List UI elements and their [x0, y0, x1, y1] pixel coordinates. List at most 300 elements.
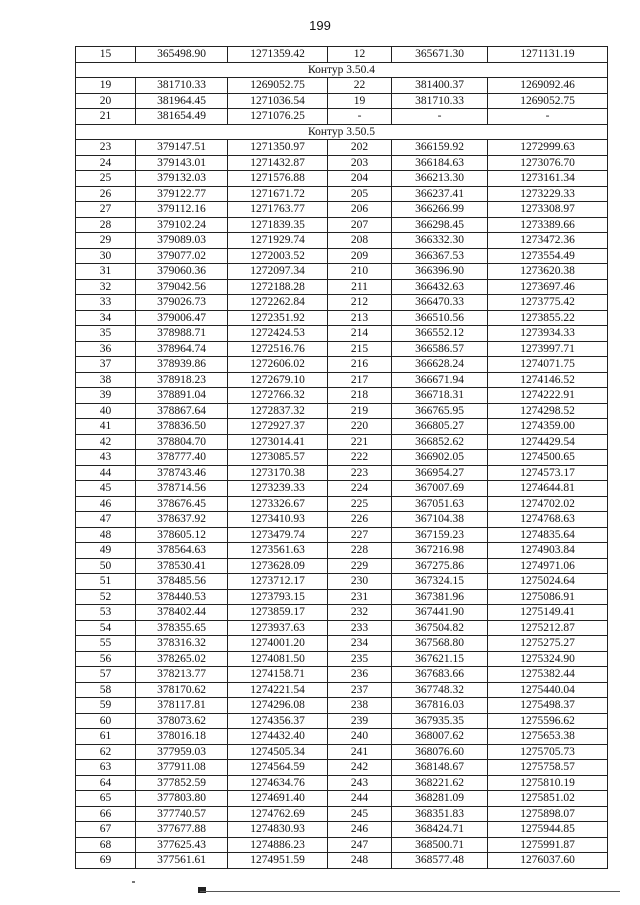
cell-point-number: 15	[76, 47, 136, 63]
cell-y-coordinate: 1271076.25	[228, 109, 328, 125]
cell-point-number: 217	[328, 372, 392, 388]
cell-point-number: 216	[328, 357, 392, 373]
footer-mark	[198, 887, 206, 893]
cell-y-coordinate: 1272188.28	[228, 279, 328, 295]
cell-y-coordinate: 1273937.63	[228, 620, 328, 636]
cell-x-coordinate: 368577.48	[392, 853, 488, 869]
coordinates-table-body	[76, 47, 608, 869]
cell-point-number: 27	[76, 202, 136, 218]
cell-point-number: 220	[328, 419, 392, 435]
cell-point-number: 66	[76, 806, 136, 822]
cell-point-number: 240	[328, 729, 392, 745]
cell-x-coordinate: 368281.09	[392, 791, 488, 807]
cell-x-coordinate: 368148.67	[392, 760, 488, 776]
cell-point-number: 207	[328, 217, 392, 233]
cell-x-coordinate: 366765.95	[392, 403, 488, 419]
table-row	[76, 682, 608, 698]
cell-x-coordinate: 377677.88	[136, 822, 228, 838]
cell-y-coordinate: 1273859.17	[228, 605, 328, 621]
table-row	[76, 760, 608, 776]
table-row	[76, 248, 608, 264]
cell-x-coordinate: 379042.56	[136, 279, 228, 295]
cell-y-coordinate: 1273554.49	[488, 248, 608, 264]
cell-x-coordinate: 379077.02	[136, 248, 228, 264]
table-row	[76, 78, 608, 94]
cell-point-number: 19	[328, 93, 392, 109]
cell-point-number: 64	[76, 775, 136, 791]
cell-y-coordinate: 1269092.46	[488, 78, 608, 94]
cell-point-number: 31	[76, 264, 136, 280]
cell-point-number: 208	[328, 233, 392, 249]
cell-x-coordinate: 367324.15	[392, 574, 488, 590]
cell-x-coordinate: 368076.60	[392, 744, 488, 760]
table-row	[76, 620, 608, 636]
cell-point-number: 48	[76, 527, 136, 543]
cell-x-coordinate: 379122.77	[136, 186, 228, 202]
cell-x-coordinate: 378316.32	[136, 636, 228, 652]
table-row	[76, 512, 608, 528]
table-row	[76, 543, 608, 559]
cell-point-number: 53	[76, 605, 136, 621]
cell-x-coordinate: 377852.59	[136, 775, 228, 791]
cell-point-number: 212	[328, 295, 392, 311]
cell-y-coordinate: 1274359.00	[488, 419, 608, 435]
cell-y-coordinate: 1274830.93	[228, 822, 328, 838]
table-row	[76, 140, 608, 156]
table-row	[76, 496, 608, 512]
cell-y-coordinate: 1269052.75	[488, 93, 608, 109]
cell-y-coordinate: 1274146.52	[488, 372, 608, 388]
cell-point-number: 215	[328, 341, 392, 357]
table-row	[76, 186, 608, 202]
cell-x-coordinate: 378440.53	[136, 589, 228, 605]
cell-x-coordinate: 378891.04	[136, 388, 228, 404]
section-label: Контур 3.50.5	[76, 124, 608, 140]
cell-y-coordinate: 1273229.33	[488, 186, 608, 202]
cell-point-number: 245	[328, 806, 392, 822]
cell-x-coordinate: 378213.77	[136, 667, 228, 683]
cell-y-coordinate: 1274564.59	[228, 760, 328, 776]
cell-x-coordinate: 367216.98	[392, 543, 488, 559]
cell-y-coordinate: 1272679.10	[228, 372, 328, 388]
cell-x-coordinate: 377740.57	[136, 806, 228, 822]
cell-point-number: 47	[76, 512, 136, 528]
table-row	[76, 775, 608, 791]
cell-y-coordinate: 1274001.20	[228, 636, 328, 652]
cell-x-coordinate: 381710.33	[136, 78, 228, 94]
cell-y-coordinate: 1275149.41	[488, 605, 608, 621]
cell-x-coordinate: 377561.61	[136, 853, 228, 869]
table-row	[76, 465, 608, 481]
cell-point-number: 239	[328, 713, 392, 729]
cell-point-number: 68	[76, 837, 136, 853]
cell-point-number: 206	[328, 202, 392, 218]
cell-x-coordinate: 378117.81	[136, 698, 228, 714]
cell-point-number: 242	[328, 760, 392, 776]
cell-x-coordinate: 366805.27	[392, 419, 488, 435]
cell-x-coordinate: 366367.53	[392, 248, 488, 264]
table-row	[76, 155, 608, 171]
cell-x-coordinate: 366298.45	[392, 217, 488, 233]
cell-point-number: 57	[76, 667, 136, 683]
cell-point-number: 63	[76, 760, 136, 776]
cell-x-coordinate: 367748.32	[392, 682, 488, 698]
cell-point-number: 224	[328, 481, 392, 497]
cell-point-number: 222	[328, 450, 392, 466]
table-row	[76, 372, 608, 388]
cell-y-coordinate: 1272262.84	[228, 295, 328, 311]
cell-y-coordinate: 1275810.19	[488, 775, 608, 791]
cell-y-coordinate: 1274903.84	[488, 543, 608, 559]
section-header-row	[76, 124, 608, 140]
cell-point-number: 54	[76, 620, 136, 636]
cell-x-coordinate: 365671.30	[392, 47, 488, 63]
table-row	[76, 93, 608, 109]
cell-point-number: 248	[328, 853, 392, 869]
cell-y-coordinate: 1274296.08	[228, 698, 328, 714]
cell-y-coordinate: 1275898.07	[488, 806, 608, 822]
cell-x-coordinate: 378988.71	[136, 326, 228, 342]
cell-x-coordinate: 368500.71	[392, 837, 488, 853]
cell-point-number: 25	[76, 171, 136, 187]
cell-y-coordinate: 1271432.87	[228, 155, 328, 171]
cell-y-coordinate: 1272927.37	[228, 419, 328, 435]
cell-point-number: 49	[76, 543, 136, 559]
cell-point-number: 39	[76, 388, 136, 404]
table-row	[76, 310, 608, 326]
cell-point-number: 23	[76, 140, 136, 156]
cell-point-number: 238	[328, 698, 392, 714]
cell-x-coordinate: 379102.24	[136, 217, 228, 233]
table-row	[76, 279, 608, 295]
table-row	[76, 326, 608, 342]
cell-y-coordinate: 1272766.32	[228, 388, 328, 404]
cell-x-coordinate: 366586.57	[392, 341, 488, 357]
cell-point-number: 235	[328, 651, 392, 667]
table-row	[76, 791, 608, 807]
cell-x-coordinate: 378485.56	[136, 574, 228, 590]
cell-point-number: 30	[76, 248, 136, 264]
cell-y-coordinate: 1272516.76	[228, 341, 328, 357]
cell-y-coordinate: 1274573.17	[488, 465, 608, 481]
cell-point-number: 41	[76, 419, 136, 435]
cell-x-coordinate: 379060.36	[136, 264, 228, 280]
cell-point-number: 232	[328, 605, 392, 621]
cell-point-number: 37	[76, 357, 136, 373]
cell-point-number: 233	[328, 620, 392, 636]
cell-point-number: 26	[76, 186, 136, 202]
table-row	[76, 450, 608, 466]
cell-x-coordinate: 366184.63	[392, 155, 488, 171]
scan-speck	[132, 881, 135, 883]
coordinates-table	[75, 46, 608, 869]
cell-y-coordinate: 1273389.66	[488, 217, 608, 233]
cell-y-coordinate: 1274298.52	[488, 403, 608, 419]
cell-y-coordinate: 1269052.75	[228, 78, 328, 94]
cell-point-number: 203	[328, 155, 392, 171]
cell-x-coordinate: 381400.37	[392, 78, 488, 94]
cell-point-number: 12	[328, 47, 392, 63]
cell-y-coordinate: 1273085.57	[228, 450, 328, 466]
cell-point-number: 243	[328, 775, 392, 791]
cell-x-coordinate: 378918.23	[136, 372, 228, 388]
cell-x-coordinate: 366510.56	[392, 310, 488, 326]
cell-point-number: 28	[76, 217, 136, 233]
table-row	[76, 481, 608, 497]
cell-x-coordinate: 367621.15	[392, 651, 488, 667]
cell-x-coordinate: 378676.45	[136, 496, 228, 512]
cell-x-coordinate: 366332.30	[392, 233, 488, 249]
table-row	[76, 651, 608, 667]
cell-y-coordinate: 1274071.75	[488, 357, 608, 373]
cell-point-number: 213	[328, 310, 392, 326]
cell-point-number: 236	[328, 667, 392, 683]
cell-y-coordinate: 1273308.97	[488, 202, 608, 218]
cell-y-coordinate: 1273014.41	[228, 434, 328, 450]
cell-x-coordinate: 379006.47	[136, 310, 228, 326]
table-row	[76, 217, 608, 233]
table-row	[76, 558, 608, 574]
cell-point-number: 227	[328, 527, 392, 543]
cell-x-coordinate: 379089.03	[136, 233, 228, 249]
cell-x-coordinate: 379143.01	[136, 155, 228, 171]
cell-point-number: 225	[328, 496, 392, 512]
cell-x-coordinate: 366718.31	[392, 388, 488, 404]
cell-x-coordinate: 366159.92	[392, 140, 488, 156]
cell-point-number: 221	[328, 434, 392, 450]
cell-x-coordinate: 378016.18	[136, 729, 228, 745]
cell-point-number: 204	[328, 171, 392, 187]
cell-x-coordinate: 377803.80	[136, 791, 228, 807]
table-row	[76, 822, 608, 838]
cell-point-number: 51	[76, 574, 136, 590]
cell-x-coordinate: 378605.12	[136, 527, 228, 543]
cell-y-coordinate: 1274886.23	[228, 837, 328, 853]
table-row	[76, 403, 608, 419]
cell-point-number: 205	[328, 186, 392, 202]
cell-y-coordinate: 1274356.37	[228, 713, 328, 729]
cell-point-number: 218	[328, 388, 392, 404]
table-row	[76, 295, 608, 311]
cell-y-coordinate: 1275851.02	[488, 791, 608, 807]
cell-y-coordinate: 1275382.44	[488, 667, 608, 683]
cell-y-coordinate: 1275596.62	[488, 713, 608, 729]
cell-point-number: 52	[76, 589, 136, 605]
cell-y-coordinate: 1272097.34	[228, 264, 328, 280]
cell-point-number: 219	[328, 403, 392, 419]
table-row	[76, 636, 608, 652]
cell-y-coordinate: 1274158.71	[228, 667, 328, 683]
cell-x-coordinate: 378265.02	[136, 651, 228, 667]
cell-point-number: 24	[76, 155, 136, 171]
cell-y-coordinate: 1273326.67	[228, 496, 328, 512]
cell-y-coordinate: 1273712.17	[228, 574, 328, 590]
table-row	[76, 341, 608, 357]
cell-x-coordinate: 367275.86	[392, 558, 488, 574]
cell-y-coordinate: 1275275.27	[488, 636, 608, 652]
cell-x-coordinate: 378743.46	[136, 465, 228, 481]
cell-point-number: 61	[76, 729, 136, 745]
cell-y-coordinate: 1273479.74	[228, 527, 328, 543]
cell-x-coordinate: 366266.99	[392, 202, 488, 218]
cell-x-coordinate: -	[392, 109, 488, 125]
cell-y-coordinate: 1271131.19	[488, 47, 608, 63]
cell-x-coordinate: 368424.71	[392, 822, 488, 838]
cell-point-number: 19	[76, 78, 136, 94]
cell-point-number: 65	[76, 791, 136, 807]
cell-x-coordinate: 368351.83	[392, 806, 488, 822]
table-row	[76, 713, 608, 729]
cell-y-coordinate: 1275758.57	[488, 760, 608, 776]
cell-point-number: 44	[76, 465, 136, 481]
cell-x-coordinate: 377625.43	[136, 837, 228, 853]
cell-x-coordinate: 378564.63	[136, 543, 228, 559]
table-row	[76, 527, 608, 543]
cell-y-coordinate: 1275991.87	[488, 837, 608, 853]
cell-y-coordinate: 1276037.60	[488, 853, 608, 869]
cell-y-coordinate: 1274762.69	[228, 806, 328, 822]
cell-point-number: 62	[76, 744, 136, 760]
table-row	[76, 264, 608, 280]
table-row	[76, 853, 608, 869]
cell-x-coordinate: 367441.90	[392, 605, 488, 621]
cell-y-coordinate: 1272999.63	[488, 140, 608, 156]
cell-x-coordinate: 378170.62	[136, 682, 228, 698]
cell-x-coordinate: 366902.05	[392, 450, 488, 466]
cell-point-number: 34	[76, 310, 136, 326]
cell-point-number: 40	[76, 403, 136, 419]
cell-x-coordinate: 381654.49	[136, 109, 228, 125]
cell-x-coordinate: 366852.62	[392, 434, 488, 450]
cell-x-coordinate: 379132.03	[136, 171, 228, 187]
cell-point-number: 59	[76, 698, 136, 714]
cell-point-number: 21	[76, 109, 136, 125]
cell-point-number: 55	[76, 636, 136, 652]
table-row	[76, 419, 608, 435]
cell-x-coordinate: 368007.62	[392, 729, 488, 745]
cell-x-coordinate: 378355.65	[136, 620, 228, 636]
cell-x-coordinate: 378402.44	[136, 605, 228, 621]
cell-y-coordinate: 1272837.32	[228, 403, 328, 419]
cell-y-coordinate: 1271929.74	[228, 233, 328, 249]
cell-x-coordinate: 368221.62	[392, 775, 488, 791]
table-row	[76, 47, 608, 63]
cell-point-number: 246	[328, 822, 392, 838]
cell-y-coordinate: 1273775.42	[488, 295, 608, 311]
cell-x-coordinate: 379147.51	[136, 140, 228, 156]
cell-y-coordinate: 1274768.63	[488, 512, 608, 528]
cell-point-number: 229	[328, 558, 392, 574]
cell-x-coordinate: 367104.38	[392, 512, 488, 528]
cell-y-coordinate: 1275705.73	[488, 744, 608, 760]
cell-x-coordinate: 378714.56	[136, 481, 228, 497]
cell-x-coordinate: 379026.73	[136, 295, 228, 311]
cell-point-number: 58	[76, 682, 136, 698]
cell-x-coordinate: 367568.80	[392, 636, 488, 652]
cell-y-coordinate: 1273170.38	[228, 465, 328, 481]
cell-point-number: 50	[76, 558, 136, 574]
table-row	[76, 434, 608, 450]
cell-y-coordinate: 1274081.50	[228, 651, 328, 667]
cell-x-coordinate: 377911.08	[136, 760, 228, 776]
cell-y-coordinate: 1275324.90	[488, 651, 608, 667]
cell-point-number: 214	[328, 326, 392, 342]
cell-y-coordinate: 1275944.85	[488, 822, 608, 838]
cell-point-number: 46	[76, 496, 136, 512]
table-row	[76, 357, 608, 373]
table-row	[76, 667, 608, 683]
cell-point-number: 202	[328, 140, 392, 156]
cell-point-number: 22	[328, 78, 392, 94]
cell-point-number: 36	[76, 341, 136, 357]
cell-point-number: 210	[328, 264, 392, 280]
cell-x-coordinate: 367051.63	[392, 496, 488, 512]
cell-y-coordinate: 1271576.88	[228, 171, 328, 187]
cell-y-coordinate: 1275086.91	[488, 589, 608, 605]
cell-x-coordinate: 378777.40	[136, 450, 228, 466]
cell-y-coordinate: 1274835.64	[488, 527, 608, 543]
cell-y-coordinate: 1275212.87	[488, 620, 608, 636]
cell-point-number: 43	[76, 450, 136, 466]
cell-x-coordinate: 367683.66	[392, 667, 488, 683]
cell-y-coordinate: 1272424.53	[228, 326, 328, 342]
cell-point-number: 20	[76, 93, 136, 109]
cell-point-number: 241	[328, 744, 392, 760]
cell-point-number: -	[328, 109, 392, 125]
cell-y-coordinate: 1275440.04	[488, 682, 608, 698]
cell-y-coordinate: 1273561.63	[228, 543, 328, 559]
cell-point-number: 56	[76, 651, 136, 667]
cell-x-coordinate: 367159.23	[392, 527, 488, 543]
cell-y-coordinate: 1271036.54	[228, 93, 328, 109]
cell-y-coordinate: 1273239.33	[228, 481, 328, 497]
cell-y-coordinate: 1273410.93	[228, 512, 328, 528]
cell-x-coordinate: 378939.86	[136, 357, 228, 373]
cell-point-number: 211	[328, 279, 392, 295]
table-row	[76, 806, 608, 822]
cell-x-coordinate: 366396.90	[392, 264, 488, 280]
table-row	[76, 171, 608, 187]
cell-y-coordinate: 1271350.97	[228, 140, 328, 156]
cell-point-number: 234	[328, 636, 392, 652]
section-header-row	[76, 62, 608, 78]
cell-y-coordinate: 1272351.92	[228, 310, 328, 326]
cell-x-coordinate: 366470.33	[392, 295, 488, 311]
cell-y-coordinate: 1273697.46	[488, 279, 608, 295]
cell-point-number: 231	[328, 589, 392, 605]
cell-point-number: 60	[76, 713, 136, 729]
cell-x-coordinate: 366954.27	[392, 465, 488, 481]
table-row	[76, 574, 608, 590]
cell-y-coordinate: 1273855.22	[488, 310, 608, 326]
cell-y-coordinate: 1274634.76	[228, 775, 328, 791]
cell-x-coordinate: 367816.03	[392, 698, 488, 714]
cell-point-number: 32	[76, 279, 136, 295]
cell-point-number: 247	[328, 837, 392, 853]
cell-y-coordinate: 1274971.06	[488, 558, 608, 574]
cell-y-coordinate: 1274500.65	[488, 450, 608, 466]
cell-x-coordinate: 367007.69	[392, 481, 488, 497]
table-row	[76, 202, 608, 218]
cell-point-number: 42	[76, 434, 136, 450]
cell-x-coordinate: 378804.70	[136, 434, 228, 450]
cell-point-number: 209	[328, 248, 392, 264]
cell-x-coordinate: 378637.92	[136, 512, 228, 528]
cell-x-coordinate: 378867.64	[136, 403, 228, 419]
table-row	[76, 388, 608, 404]
page-number: 199	[309, 18, 331, 33]
table-row	[76, 729, 608, 745]
